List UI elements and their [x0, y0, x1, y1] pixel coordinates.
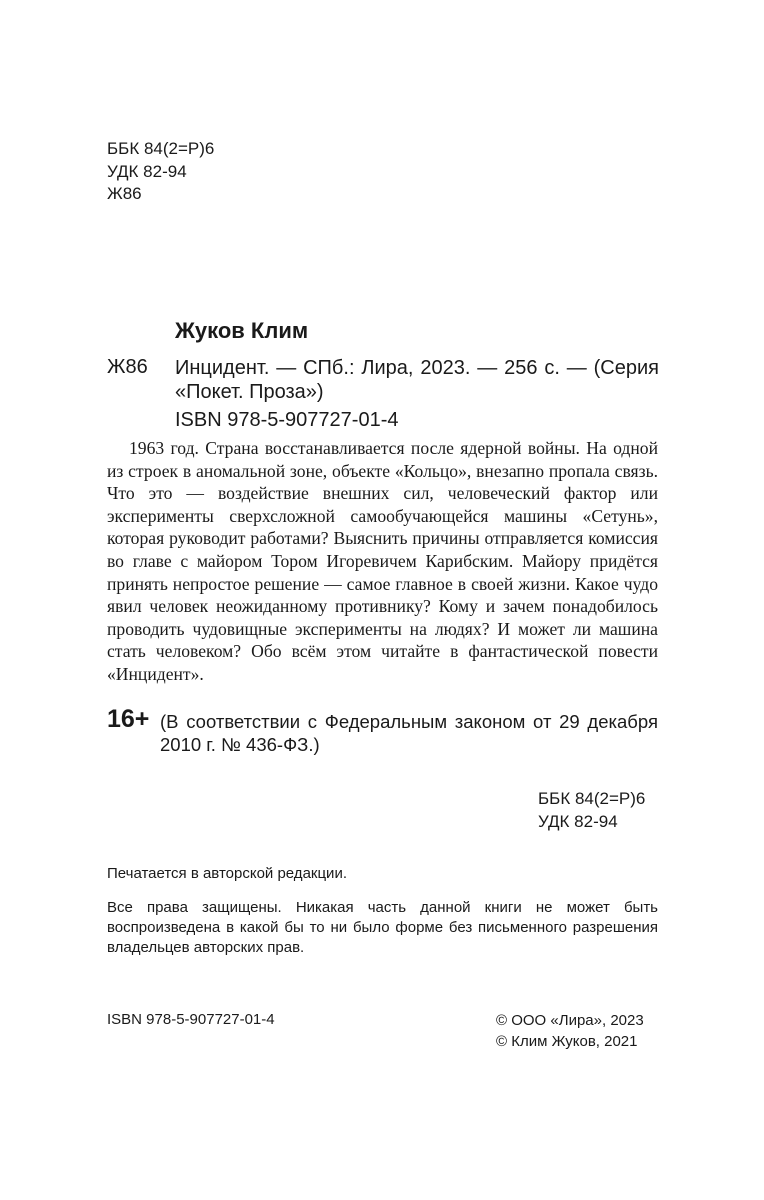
rights-note: Все права защищены. Никакая часть данной книги не может быть воспроизведена в какой бы то ни было форме без письменного разрешения владельцев авторских прав.	[107, 899, 658, 956]
printed-note: Печатается в авторской редакции.	[107, 865, 347, 882]
author-cipher-code: Ж86	[107, 184, 142, 203]
bibliographic-description: Инцидент. — СПб.: Лира, 2023. — 256 с. — (Серия «Покет. Проза»)	[175, 357, 659, 403]
author-cipher: Ж86	[107, 356, 148, 378]
classification-codes-right	[538, 788, 645, 833]
classification-codes-top	[107, 138, 214, 206]
annotation-paragraph: 1963 год. Страна восстанавливается после ядерной войны. На одной из строек в аномальной зоне, объекте «Кольцо», внезапно пропала связь. Что это — воздействие внешних сил, человеческий фактор или эксперименты сверхсложной самообучающейся машины «Сетунь», которая руководит работами? Выяснить причины отправляется комиссия во главе с майором Тором Игоревичем Карибским. Майору придётся принять непростое решение — самое главное в своей жизни. Какое чудо явил человек неожиданному противнику? Кому и зачем понадобилось проводить чудовищные эксперименты на людях? И может ли машина стать человеком? Обо всём этом читайте в фантастической повести «Инцидент».	[107, 438, 658, 684]
bbk-code: ББК 84(2=Р)6	[107, 139, 215, 158]
udk-code: УДК 82-94	[107, 161, 187, 181]
age-rating-mark: 16+	[107, 705, 150, 733]
copyright-block	[496, 1011, 644, 1052]
isbn-bottom: ISBN 978-5-907727-01-4	[107, 1011, 275, 1028]
copyright-publisher: © ООО «Лира», 2023	[496, 1012, 644, 1029]
isbn-main: ISBN 978-5-907727-01-4	[175, 409, 399, 431]
copyright-author: © Клим Жуков, 2021	[496, 1032, 638, 1050]
age-rating-note: (В соответствии с Федеральным законом от 29 декабря 2010 г. № 436-ФЗ.)	[160, 711, 658, 755]
udk-code-right: УДК 82-94	[538, 811, 618, 831]
author-name: Жуков Клим	[175, 318, 309, 343]
bbk-code-right: ББК 84(2=Р)6	[538, 789, 646, 808]
